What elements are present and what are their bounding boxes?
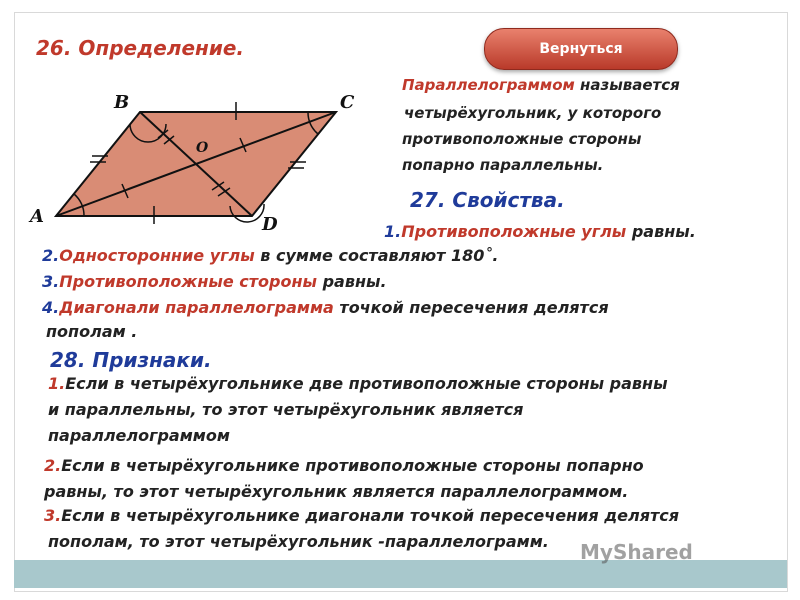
definition-line-1-rest: называется <box>574 76 680 94</box>
property-3-rest: равны. <box>317 272 387 291</box>
property-1-rest: равны. <box>626 222 696 241</box>
sign-3-text-1: Если в четырёхугольнике диагонали точкой пересечения делятся <box>61 506 679 525</box>
sign-2-text-1: Если в четырёхугольнике противоположные стороны попарно <box>61 456 644 475</box>
sign-1-line-1 <box>48 374 668 393</box>
property-2 <box>42 246 498 265</box>
property-3-term: Противоположные стороны <box>59 272 317 291</box>
vertex-d-label: D <box>262 214 278 235</box>
section-27-title: 27. Свойства. <box>410 188 565 212</box>
definition-line-3: противоположные стороны <box>402 130 642 148</box>
definition-line-4: попарно параллельны. <box>402 156 604 174</box>
sign-2-line-2: равны, то этот четырёхугольник является параллелограммом. <box>44 482 629 501</box>
property-4-line-2: пополам . <box>46 322 138 341</box>
property-2-term: Односторонние углы <box>59 246 255 265</box>
vertex-a-label: A <box>30 206 44 227</box>
property-1-term: Противоположные углы <box>401 222 627 241</box>
sign-1-line-2: и параллельны, то этот четырёхугольник является <box>48 400 524 419</box>
sign-2-line-1 <box>44 456 644 475</box>
watermark: MyShared <box>580 540 693 564</box>
sign-2-num: 2. <box>44 456 62 475</box>
sign-1-text-1: Если в четырёхугольнике две противоположные стороны равны <box>65 374 668 393</box>
sign-1-line-3: параллелограммом <box>48 426 230 445</box>
center-o-label: O <box>196 140 209 156</box>
property-2-num: 2. <box>42 246 60 265</box>
property-4 <box>42 298 609 317</box>
definition-line-2: четырёхугольник, у которого <box>404 104 662 122</box>
section-26-title: 26. Определение. <box>36 36 245 60</box>
back-button[interactable]: Вернуться <box>484 28 678 70</box>
property-1 <box>384 222 696 241</box>
property-1-num: 1. <box>384 222 402 241</box>
property-4-term: Диагонали параллелограмма <box>59 298 334 317</box>
sign-1-num: 1. <box>48 374 66 393</box>
property-2-rest: в сумме составляют 180˚. <box>254 246 499 265</box>
definition-term: Параллелограммом <box>402 76 575 94</box>
sign-3-num: 3. <box>44 506 62 525</box>
property-3 <box>42 272 387 291</box>
property-4-rest: точкой пересечения делятся <box>333 298 609 317</box>
section-28-title: 28. Признаки. <box>50 348 212 372</box>
sign-3-line-1 <box>44 506 679 525</box>
property-4-num: 4. <box>42 298 60 317</box>
property-3-num: 3. <box>42 272 60 291</box>
vertex-b-label: B <box>114 92 130 113</box>
definition-line-1 <box>402 76 680 94</box>
sign-3-line-2: пополам, то этот четырёхугольник -параллелограмм. <box>48 532 549 551</box>
vertex-c-label: C <box>340 92 355 113</box>
